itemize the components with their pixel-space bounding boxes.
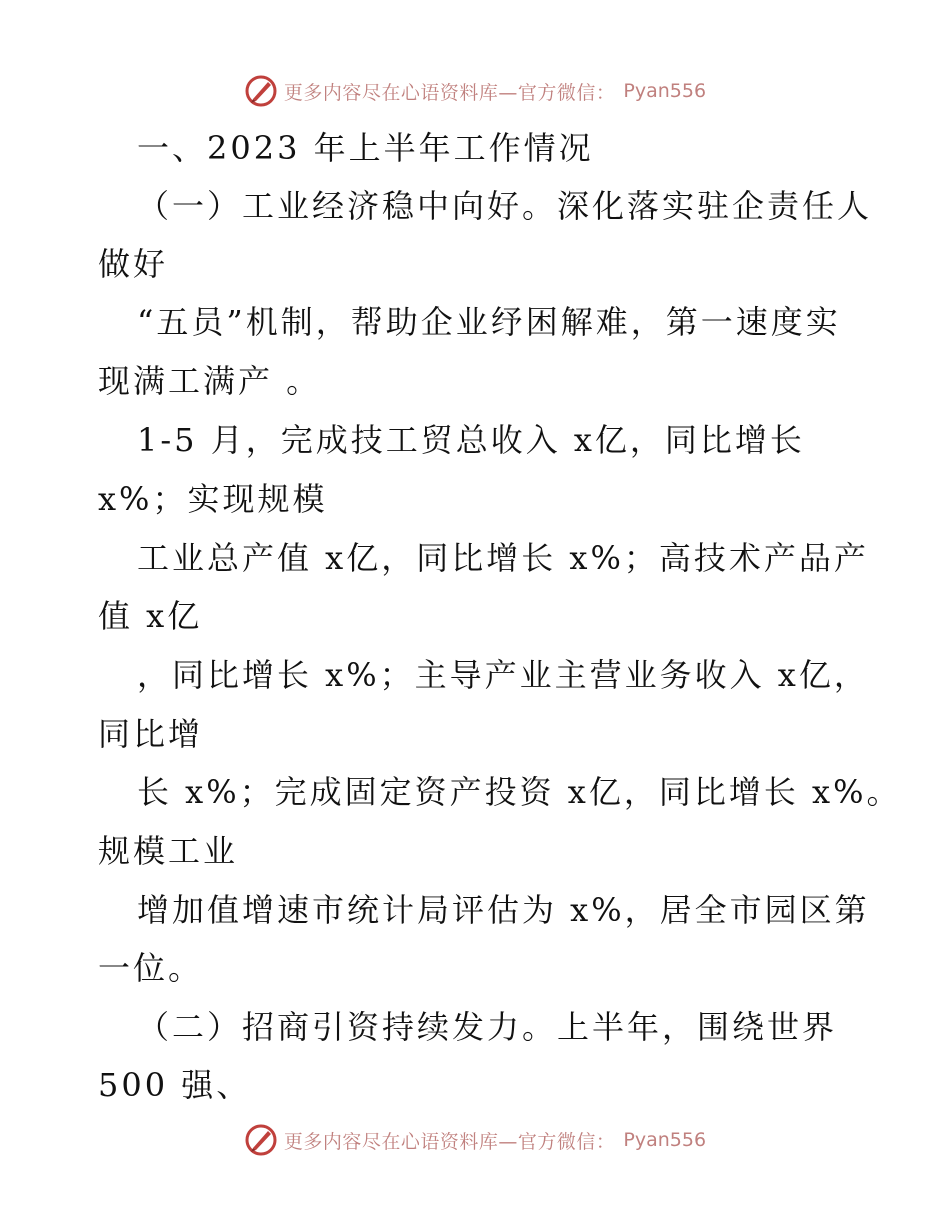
watermark-account: Pyan556 bbox=[623, 80, 707, 102]
paragraph-line: （二）招商引资持续发力。上半年，围绕世界 bbox=[137, 1008, 838, 1046]
paragraph-line: 工业总产值 x亿，同比增长 x%；高技术产品产 bbox=[137, 539, 869, 577]
paragraph-line: 值 x亿 bbox=[98, 597, 203, 635]
quill-logo-icon bbox=[244, 1123, 278, 1157]
section-heading: 一、2023 年上半年工作情况 bbox=[137, 129, 594, 167]
watermark-account: Pyan556 bbox=[623, 1129, 707, 1151]
footer-watermark bbox=[0, 1120, 950, 1160]
paragraph-line: 同比增 bbox=[98, 715, 204, 753]
paragraph-line: x%；实现规模 bbox=[98, 480, 328, 518]
paragraph-line: 规模工业 bbox=[98, 832, 239, 870]
paragraph-line: （一）工业经济稳中向好。深化落实驻企责任人 bbox=[137, 187, 873, 225]
paragraph-line: 长 x%；完成固定资产投资 x亿，同比增长 x%。 bbox=[137, 773, 902, 811]
paragraph-line: 现满工满产 。 bbox=[98, 362, 322, 400]
paragraph-line: 一位。 bbox=[98, 949, 204, 987]
paragraph-line: 增加值增速市统计局评估为 x%，居全市园区第 bbox=[137, 891, 870, 929]
paragraph-line: ，同比增长 x%；主导产业主营业务收入 x亿， bbox=[137, 656, 869, 694]
paragraph-line: 做好 bbox=[98, 245, 169, 283]
watermark-text: 更多内容尽在心语资料库—官方微信： bbox=[283, 81, 616, 104]
watermark-text: 更多内容尽在心语资料库—官方微信： bbox=[283, 1130, 616, 1153]
paragraph-line: 500 强、 bbox=[98, 1066, 252, 1104]
paragraph-line: 1-5 月，完成技工贸总收入 x亿，同比增长 bbox=[137, 421, 805, 459]
paragraph-line: “五员”机制，帮助企业纾困解难，第一速度实 bbox=[137, 303, 841, 341]
